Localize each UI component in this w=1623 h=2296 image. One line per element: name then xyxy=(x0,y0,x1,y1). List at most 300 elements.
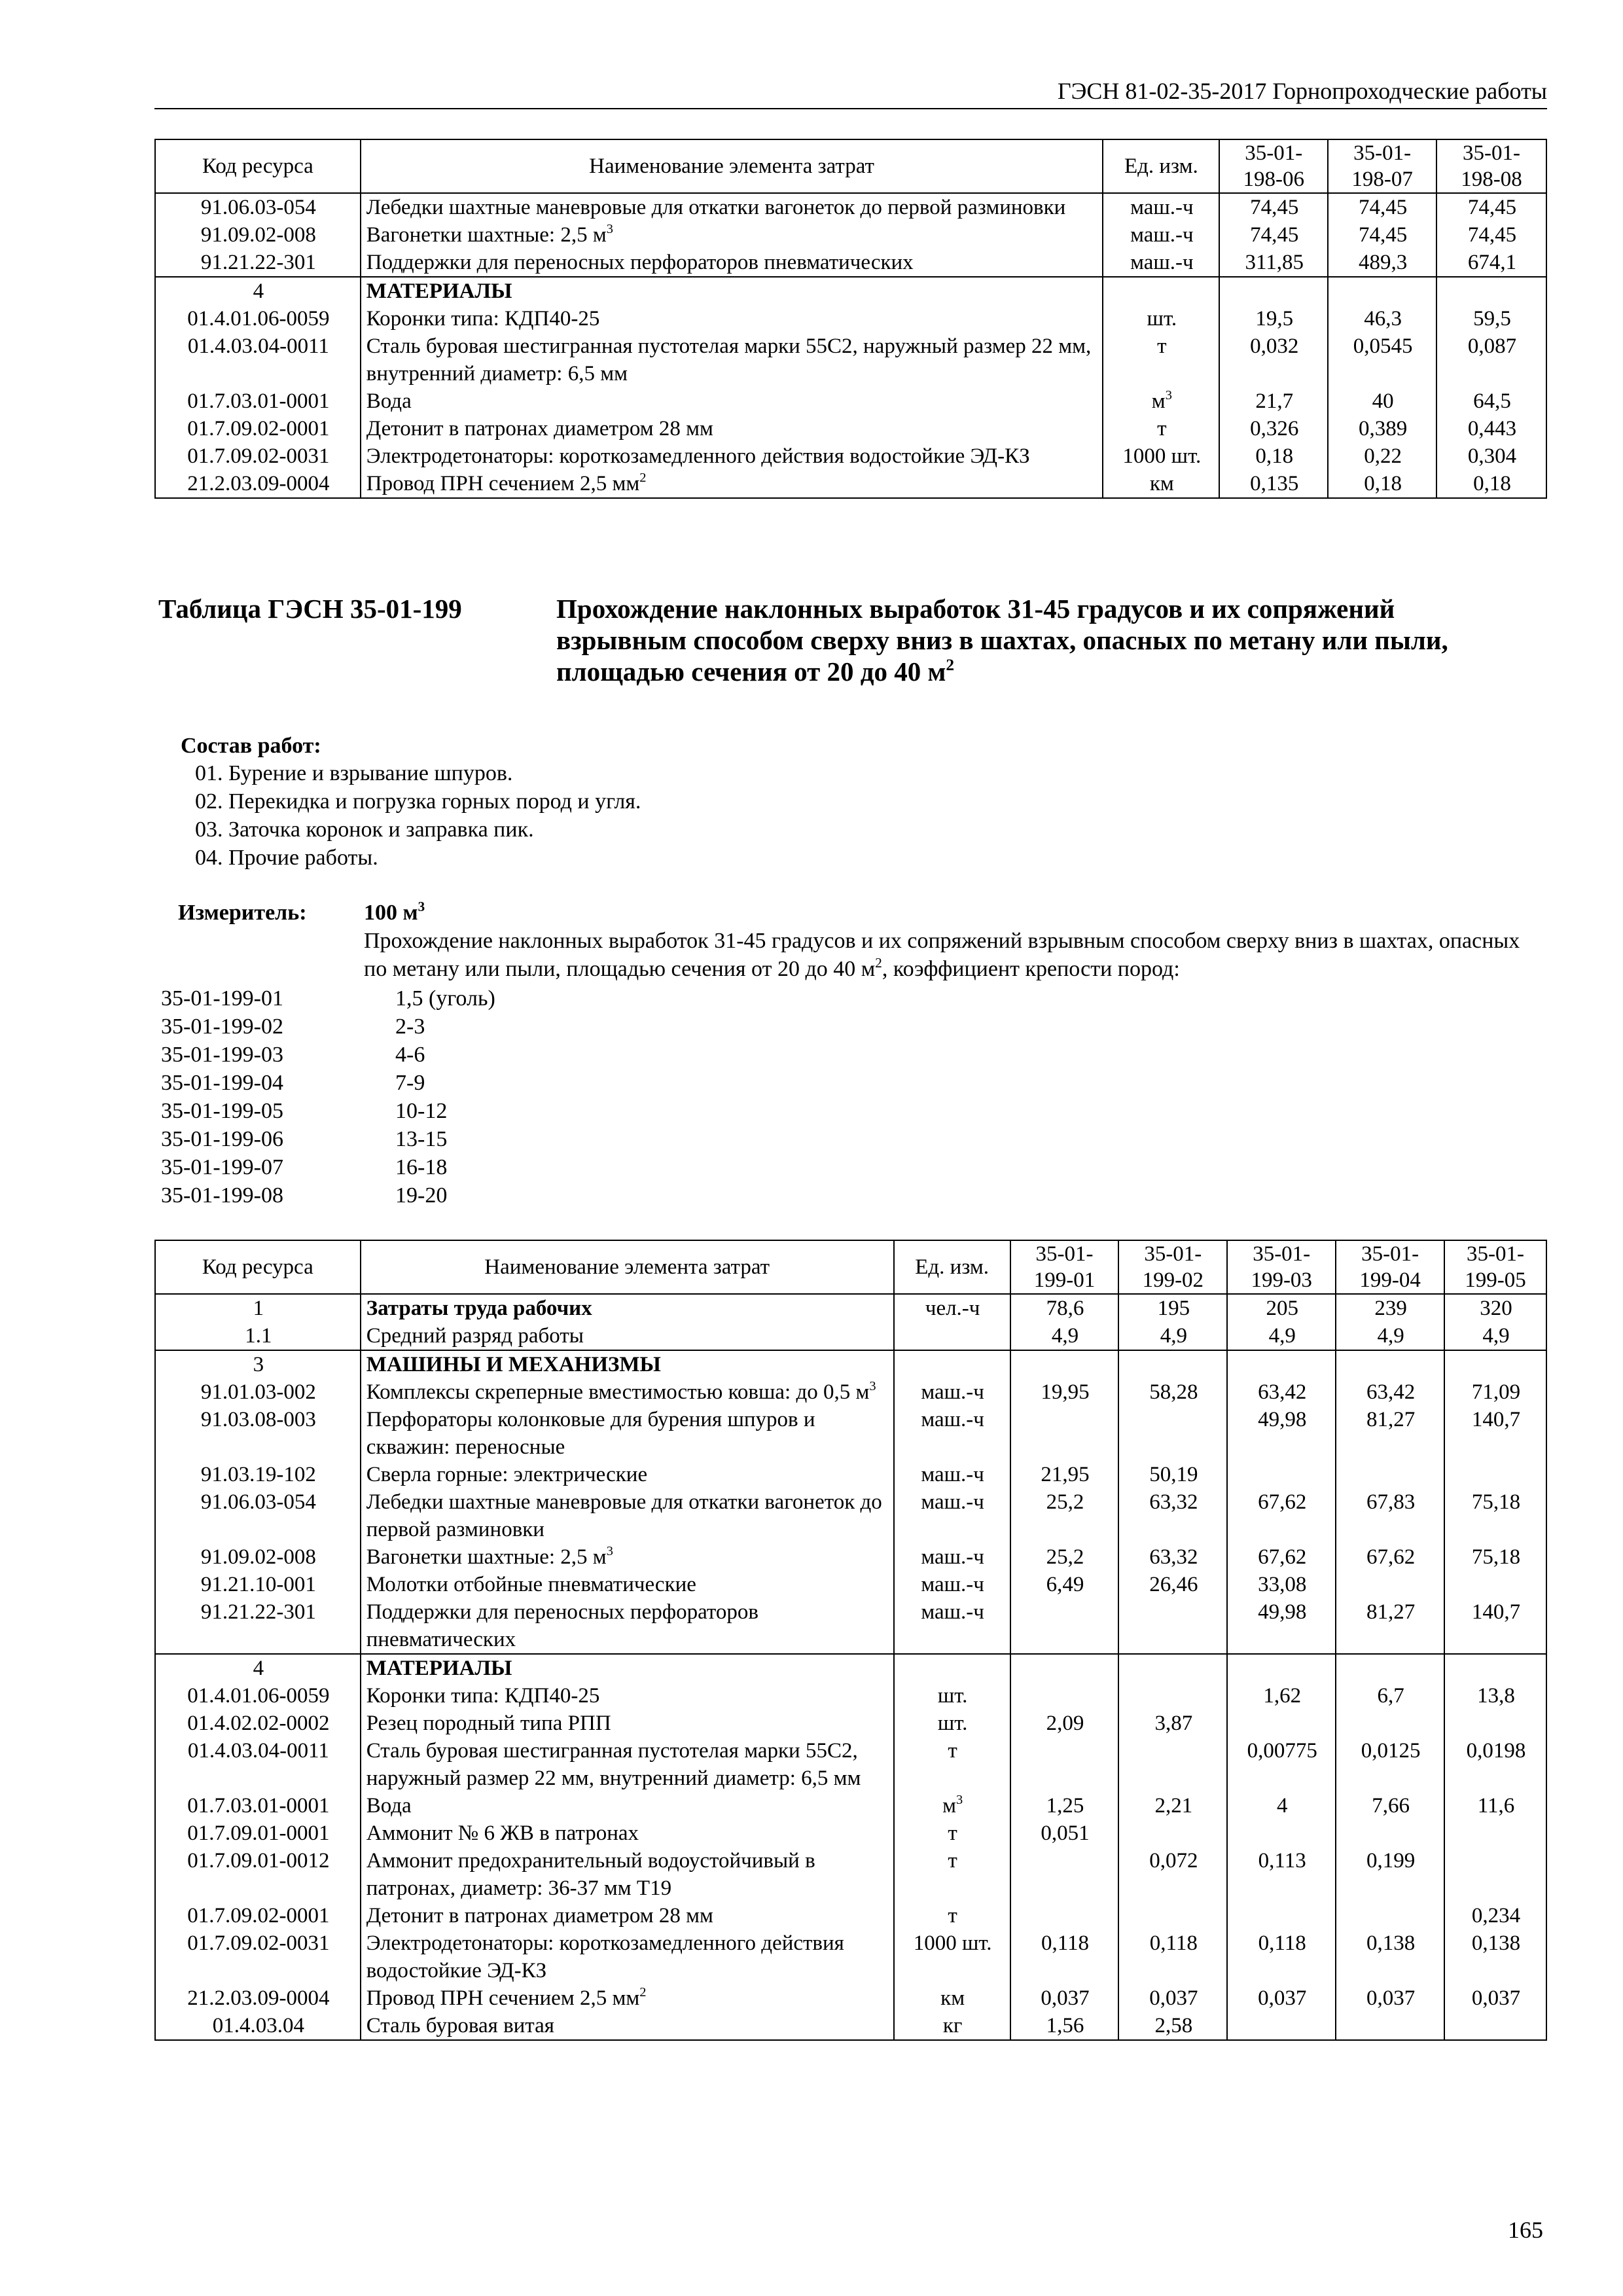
resource-code: 91.01.03-002 xyxy=(155,1378,361,1406)
value-cell xyxy=(1118,1598,1227,1654)
norm-code: 35-01-199-06 xyxy=(161,1127,283,1151)
rock-hardness-value: 4-6 xyxy=(395,1043,425,1067)
value-cell: 0,22 xyxy=(1328,442,1436,470)
norm-code: 35-01-199-01 xyxy=(161,986,283,1011)
column-header: 35-01- 199-01 xyxy=(1010,1240,1119,1294)
table-row xyxy=(155,1847,1546,1902)
value-cell: 2,21 xyxy=(1118,1792,1227,1820)
value-cell: 0,0545 xyxy=(1328,332,1436,387)
value-cell: 0,18 xyxy=(1219,442,1328,470)
table-row xyxy=(155,1488,1546,1543)
cost-item-name: Лебедки шахтные маневровые для откатки вагонеток до первой разминовки xyxy=(361,193,1103,221)
resource-code: 01.4.03.04 xyxy=(155,2012,361,2040)
resource-code: 4 xyxy=(155,1654,361,1682)
norm-code: 35-01-199-05 xyxy=(161,1099,283,1123)
value-cell: 2,09 xyxy=(1010,1710,1119,1737)
value-cell: 81,27 xyxy=(1336,1598,1444,1654)
value-cell: 0,304 xyxy=(1436,442,1546,470)
table-row xyxy=(155,1984,1546,2012)
resource-code: 1 xyxy=(155,1294,361,1322)
value-cell: 67,83 xyxy=(1336,1488,1444,1543)
cost-item-name: Вода xyxy=(361,387,1103,415)
value-cell: 239 xyxy=(1336,1294,1444,1322)
value-cell: 67,62 xyxy=(1227,1488,1336,1543)
value-cell: 59,5 xyxy=(1436,305,1546,332)
value-cell xyxy=(1010,1598,1119,1654)
value-cell xyxy=(1336,1350,1444,1378)
table-row xyxy=(155,1378,1546,1406)
value-cell xyxy=(1444,1350,1546,1378)
cost-item-name: Лебедки шахтные маневровые для откатки вагонеток до первой разминовки xyxy=(361,1488,894,1543)
resource-code: 91.03.08-003 xyxy=(155,1406,361,1461)
table-section-row xyxy=(155,1654,1546,1682)
value-cell: 0,051 xyxy=(1010,1820,1119,1847)
page-number: 165 xyxy=(1508,2217,1543,2243)
table-title: Прохождение наклонных выработок 31-45 градусов и их сопряжений взрывным способом сверху вниз в шахтах, опасных по метану или пыли, площадью сечения от 20 до 40 $м^2$ xyxy=(556,594,1448,687)
value-cell: 0,037 xyxy=(1227,1984,1336,2012)
value-cell: 46,3 xyxy=(1328,305,1436,332)
value-cell xyxy=(1444,1654,1546,1682)
column-header: Код ресурса xyxy=(155,139,361,193)
cost-item-name: Аммонит № 6 ЖВ в патронах xyxy=(361,1820,894,1847)
table-row xyxy=(155,1902,1546,1929)
value-cell: 25,2 xyxy=(1010,1488,1119,1543)
composition-item: 02. Перекидка и погрузка горных пород и угля. xyxy=(195,789,641,814)
cost-item-name: Электродетонаторы: короткозамедленного действия водостойкие ЭД-КЗ xyxy=(361,1929,894,1984)
unit-cell: км xyxy=(1103,470,1219,498)
value-cell: 0,037 xyxy=(1118,1984,1227,2012)
value-cell: 674,1 xyxy=(1436,249,1546,277)
resource-code: 01.7.03.01-0001 xyxy=(155,387,361,415)
resource-code: 91.21.10-001 xyxy=(155,1571,361,1598)
column-header: Наименование элемента затрат xyxy=(361,139,1103,193)
resource-table-199 xyxy=(154,1240,1547,2041)
resource-code: 91.21.22-301 xyxy=(155,1598,361,1654)
cost-item-name: Сталь буровая шестигранная пустотелая марки 55С2, наружный размер 22 мм, внутренний диаметр: 6,5 мм xyxy=(361,1737,894,1792)
value-cell: 311,85 xyxy=(1219,249,1328,277)
value-cell: 0,118 xyxy=(1227,1929,1336,1984)
rock-hardness-value: 19-20 xyxy=(395,1183,448,1208)
value-cell xyxy=(1436,277,1546,305)
resource-code: 01.4.03.04-0011 xyxy=(155,332,361,387)
rock-hardness-value: 2-3 xyxy=(395,1014,425,1039)
value-cell: 3,87 xyxy=(1118,1710,1227,1737)
value-cell: 6,7 xyxy=(1336,1682,1444,1710)
norm-code: 35-01-199-03 xyxy=(161,1043,283,1067)
column-header: 35-01- 199-02 xyxy=(1118,1240,1227,1294)
norm-code: 35-01-199-04 xyxy=(161,1071,283,1095)
column-header: 35-01- 198-07 xyxy=(1328,139,1436,193)
value-cell: 49,98 xyxy=(1227,1598,1336,1654)
table-header-row xyxy=(155,139,1546,193)
cost-item-name: Аммонит предохранительный водоустойчивый в патронах, диаметр: 36-37 мм Т19 xyxy=(361,1847,894,1902)
value-cell: 0,037 xyxy=(1336,1984,1444,2012)
value-cell xyxy=(1227,2012,1336,2040)
value-cell: 0,234 xyxy=(1444,1902,1546,1929)
unit-cell: маш.-ч xyxy=(894,1598,1010,1654)
composition-heading: Состав работ: xyxy=(181,734,321,758)
cost-item-name: Провод ПРН сечением 2,5 $мм^2$ xyxy=(361,1984,894,2012)
value-cell: 0,138 xyxy=(1444,1929,1546,1984)
value-cell xyxy=(1336,1461,1444,1488)
unit-cell: маш.-ч xyxy=(894,1461,1010,1488)
table-row xyxy=(155,1682,1546,1710)
table-header-row xyxy=(155,1240,1546,1294)
resource-code: 01.4.02.02-0002 xyxy=(155,1710,361,1737)
cost-item-name: МАШИНЫ И МЕХАНИЗМЫ xyxy=(361,1350,894,1378)
unit-cell: т xyxy=(1103,415,1219,442)
unit-cell: маш.-ч xyxy=(1103,249,1219,277)
unit-cell: шт. xyxy=(894,1682,1010,1710)
value-cell xyxy=(1444,1571,1546,1598)
norm-code: 35-01-199-02 xyxy=(161,1014,283,1039)
cost-item-name: Электродетонаторы: короткозамедленного действия водостойкие ЭД-КЗ xyxy=(361,442,1103,470)
measure-label: Измеритель: xyxy=(178,901,307,925)
value-cell: 11,6 xyxy=(1444,1792,1546,1820)
cost-item-name: Сталь буровая шестигранная пустотелая марки 55С2, наружный размер 22 мм, внутренний диаметр: 6,5 мм xyxy=(361,332,1103,387)
cost-item-name: Детонит в патронах диаметром 28 мм xyxy=(361,1902,894,1929)
value-cell xyxy=(1336,1571,1444,1598)
table-row xyxy=(155,1461,1546,1488)
cost-item-name: Коронки типа: КДП40-25 xyxy=(361,305,1103,332)
value-cell: 74,45 xyxy=(1436,221,1546,249)
cost-item-name: Вагонетки шахтные: 2,5 $м^3$ xyxy=(361,221,1103,249)
value-cell: 74,45 xyxy=(1436,193,1546,221)
composition-item: 04. Прочие работы. xyxy=(195,846,378,870)
value-cell xyxy=(1010,1682,1119,1710)
unit-cell: км xyxy=(894,1984,1010,2012)
value-cell xyxy=(1444,1847,1546,1902)
resource-code: 01.4.03.04-0011 xyxy=(155,1737,361,1792)
resource-code: 91.06.03-054 xyxy=(155,1488,361,1543)
unit-cell: 1000 шт. xyxy=(1103,442,1219,470)
unit-cell: маш.-ч xyxy=(894,1488,1010,1543)
value-cell: 0,18 xyxy=(1328,470,1436,498)
header-rule xyxy=(154,108,1547,109)
cost-item-name: Затраты труда рабочих xyxy=(361,1294,894,1322)
value-cell: 71,09 xyxy=(1444,1378,1546,1406)
value-cell xyxy=(1118,1350,1227,1378)
cost-item-name: Детонит в патронах диаметром 28 мм xyxy=(361,415,1103,442)
value-cell xyxy=(1336,1820,1444,1847)
value-cell: 4,9 xyxy=(1010,1322,1119,1350)
value-cell: 0,037 xyxy=(1010,1984,1119,2012)
norm-code-list xyxy=(161,984,283,1210)
value-cell: 0,389 xyxy=(1328,415,1436,442)
value-cell: 19,95 xyxy=(1010,1378,1119,1406)
value-cell: 25,2 xyxy=(1010,1543,1119,1571)
column-header: Ед. изм. xyxy=(1103,139,1219,193)
resource-code: 4 xyxy=(155,277,361,305)
cost-item-name: Молотки отбойные пневматические xyxy=(361,1571,894,1598)
unit-cell: $м^3$ xyxy=(1103,387,1219,415)
composition-list xyxy=(195,759,641,872)
running-header: ГЭСН 81-02-35-2017 Горнопроходческие работы xyxy=(1057,78,1547,104)
table-row xyxy=(155,1406,1546,1461)
measure-unit: 100 $м^3$ xyxy=(364,898,425,925)
value-cell: 78,6 xyxy=(1010,1294,1119,1322)
value-cell: 21,7 xyxy=(1219,387,1328,415)
table-row xyxy=(155,415,1546,442)
table-row xyxy=(155,387,1546,415)
value-cell xyxy=(1118,1682,1227,1710)
value-cell: 58,28 xyxy=(1118,1378,1227,1406)
value-cell: 63,42 xyxy=(1227,1378,1336,1406)
rock-hardness-value: 10-12 xyxy=(395,1099,448,1123)
table-caption: Таблица ГЭСН 35-01-199 xyxy=(158,594,462,624)
resource-code: 01.7.09.01-0012 xyxy=(155,1847,361,1902)
resource-code: 01.7.03.01-0001 xyxy=(155,1792,361,1820)
rock-hardness-value: 13-15 xyxy=(395,1127,448,1151)
cost-item-name: Сталь буровая витая xyxy=(361,2012,894,2040)
value-cell: 0,326 xyxy=(1219,415,1328,442)
resource-code: 01.4.01.06-0059 xyxy=(155,305,361,332)
resource-code: 01.7.09.02-0001 xyxy=(155,1902,361,1929)
value-cell: 63,32 xyxy=(1118,1543,1227,1571)
table-row xyxy=(155,1571,1546,1598)
cost-item-name: Комплексы скреперные вместимостью ковша: до 0,5 $м^3$ xyxy=(361,1378,894,1406)
value-cell xyxy=(1336,2012,1444,2040)
value-cell: 1,25 xyxy=(1010,1792,1119,1820)
value-cell xyxy=(1227,1461,1336,1488)
value-cell xyxy=(1118,1902,1227,1929)
resource-code: 21.2.03.09-0004 xyxy=(155,1984,361,2012)
column-header: Наименование элемента затрат xyxy=(361,1240,894,1294)
resource-code: 01.7.09.02-0031 xyxy=(155,442,361,470)
unit-cell: т xyxy=(894,1902,1010,1929)
resource-code: 91.06.03-054 xyxy=(155,193,361,221)
value-cell: 0,072 xyxy=(1118,1847,1227,1902)
resource-code: 21.2.03.09-0004 xyxy=(155,470,361,498)
rock-hardness-list xyxy=(395,984,495,1210)
rock-hardness-value: 1,5 (уголь) xyxy=(395,986,495,1011)
value-cell: 4,9 xyxy=(1118,1322,1227,1350)
table-row xyxy=(155,470,1546,498)
value-cell: 21,95 xyxy=(1010,1461,1119,1488)
unit-cell: т xyxy=(894,1847,1010,1902)
unit-cell: т xyxy=(894,1737,1010,1792)
value-cell: 4,9 xyxy=(1336,1322,1444,1350)
cost-item-name: Вагонетки шахтные: 2,5 $м^3$ xyxy=(361,1543,894,1571)
unit-cell xyxy=(894,1654,1010,1682)
value-cell xyxy=(1010,1654,1119,1682)
value-cell: 6,49 xyxy=(1010,1571,1119,1598)
value-cell xyxy=(1219,277,1328,305)
value-cell: 0,118 xyxy=(1118,1929,1227,1984)
value-cell: 1,62 xyxy=(1227,1682,1336,1710)
value-cell xyxy=(1118,1737,1227,1792)
table-row xyxy=(155,1322,1546,1350)
value-cell xyxy=(1336,1710,1444,1737)
unit-cell: т xyxy=(894,1820,1010,1847)
value-cell: 0,113 xyxy=(1227,1847,1336,1902)
resource-code: 1.1 xyxy=(155,1322,361,1350)
value-cell: 74,45 xyxy=(1328,193,1436,221)
value-cell: 49,98 xyxy=(1227,1406,1336,1461)
value-cell: 0,138 xyxy=(1336,1929,1444,1984)
cost-item-name: Перфораторы колонковые для бурения шпуров и скважин: переносные xyxy=(361,1406,894,1461)
resource-code: 01.7.09.02-0001 xyxy=(155,415,361,442)
value-cell xyxy=(1227,1654,1336,1682)
value-cell xyxy=(1010,1350,1119,1378)
column-header: 35-01- 199-04 xyxy=(1336,1240,1444,1294)
norm-code: 35-01-199-07 xyxy=(161,1155,283,1179)
table-row xyxy=(155,1710,1546,1737)
value-cell xyxy=(1118,1820,1227,1847)
value-cell: 63,32 xyxy=(1118,1488,1227,1543)
value-cell: 195 xyxy=(1118,1294,1227,1322)
resource-code: 91.21.22-301 xyxy=(155,249,361,277)
value-cell: 140,7 xyxy=(1444,1406,1546,1461)
value-cell xyxy=(1010,1847,1119,1902)
value-cell: 0,118 xyxy=(1010,1929,1119,1984)
cost-item-name: Сверла горные: электрические xyxy=(361,1461,894,1488)
value-cell: 67,62 xyxy=(1336,1543,1444,1571)
column-header: Код ресурса xyxy=(155,1240,361,1294)
value-cell: 19,5 xyxy=(1219,305,1328,332)
table-row xyxy=(155,1929,1546,1984)
value-cell xyxy=(1227,1350,1336,1378)
value-cell xyxy=(1444,1710,1546,1737)
composition-item: 03. Заточка коронок и заправка пик. xyxy=(195,817,534,842)
value-cell: 74,45 xyxy=(1219,193,1328,221)
resource-code: 91.09.02-008 xyxy=(155,221,361,249)
table-row xyxy=(155,1792,1546,1820)
rock-hardness-value: 7-9 xyxy=(395,1071,425,1095)
cost-item-name: Поддержки для переносных перфораторов пневматических xyxy=(361,1598,894,1654)
value-cell: 81,27 xyxy=(1336,1406,1444,1461)
value-cell: 75,18 xyxy=(1444,1543,1546,1571)
column-header: Ед. изм. xyxy=(894,1240,1010,1294)
value-cell: 0,199 xyxy=(1336,1847,1444,1902)
value-cell: 0,037 xyxy=(1444,1984,1546,2012)
column-header: 35-01- 199-05 xyxy=(1444,1240,1546,1294)
value-cell: 67,62 xyxy=(1227,1543,1336,1571)
table-row xyxy=(155,442,1546,470)
value-cell: 0,18 xyxy=(1436,470,1546,498)
cost-item-name: Средний разряд работы xyxy=(361,1322,894,1350)
composition-item: 01. Бурение и взрывание шпуров. xyxy=(195,761,513,785)
value-cell: 205 xyxy=(1227,1294,1336,1322)
table-section-row xyxy=(155,277,1546,305)
value-cell: 0,00775 xyxy=(1227,1737,1336,1792)
unit-cell: $м^3$ xyxy=(894,1792,1010,1820)
value-cell xyxy=(1010,1406,1119,1461)
value-cell: 26,46 xyxy=(1118,1571,1227,1598)
measure-description: Прохождение наклонных выработок 31-45 градусов и их сопряжений взрывным способом сверху вниз в шахтах, опасных по метану или пыли, площадью сечения от 20 до 40 $м^2$, коэффициент крепости пород: xyxy=(364,929,1520,981)
unit-cell: маш.-ч xyxy=(894,1571,1010,1598)
resource-table-198 xyxy=(154,139,1547,499)
value-cell xyxy=(1336,1902,1444,1929)
value-cell: 0,443 xyxy=(1436,415,1546,442)
unit-cell: 1000 шт. xyxy=(894,1929,1010,1984)
table-section-row xyxy=(155,1294,1546,1322)
value-cell xyxy=(1444,1461,1546,1488)
resource-code: 01.4.01.06-0059 xyxy=(155,1682,361,1710)
unit-cell: маш.-ч xyxy=(1103,221,1219,249)
unit-cell: кг xyxy=(894,2012,1010,2040)
unit-cell xyxy=(894,1322,1010,1350)
table-row xyxy=(155,332,1546,387)
table-row xyxy=(155,193,1546,221)
value-cell: 0,135 xyxy=(1219,470,1328,498)
cost-item-name: Резец породный типа РПП xyxy=(361,1710,894,1737)
unit-cell: шт. xyxy=(894,1710,1010,1737)
value-cell xyxy=(1118,1654,1227,1682)
unit-cell: чел.-ч xyxy=(894,1294,1010,1322)
value-cell: 74,45 xyxy=(1219,221,1328,249)
unit-cell: маш.-ч xyxy=(894,1543,1010,1571)
unit-cell: т xyxy=(1103,332,1219,387)
table-row xyxy=(155,1598,1546,1654)
value-cell: 50,19 xyxy=(1118,1461,1227,1488)
cost-item-name: МАТЕРИАЛЫ xyxy=(361,277,1103,305)
table-row xyxy=(155,2012,1546,2040)
value-cell xyxy=(1444,1820,1546,1847)
value-cell: 4,9 xyxy=(1227,1322,1336,1350)
table-row xyxy=(155,1737,1546,1792)
value-cell: 33,08 xyxy=(1227,1571,1336,1598)
value-cell: 7,66 xyxy=(1336,1792,1444,1820)
value-cell xyxy=(1227,1710,1336,1737)
value-cell xyxy=(1328,277,1436,305)
value-cell xyxy=(1227,1820,1336,1847)
resource-code: 91.09.02-008 xyxy=(155,1543,361,1571)
value-cell: 13,8 xyxy=(1444,1682,1546,1710)
rock-hardness-value: 16-18 xyxy=(395,1155,448,1179)
unit-cell: шт. xyxy=(1103,305,1219,332)
value-cell: 4 xyxy=(1227,1792,1336,1820)
unit-cell xyxy=(894,1350,1010,1378)
value-cell: 0,0198 xyxy=(1444,1737,1546,1792)
unit-cell: маш.-ч xyxy=(894,1378,1010,1406)
unit-cell: маш.-ч xyxy=(1103,193,1219,221)
value-cell: 64,5 xyxy=(1436,387,1546,415)
value-cell xyxy=(1336,1654,1444,1682)
value-cell: 74,45 xyxy=(1328,221,1436,249)
cost-item-name: Поддержки для переносных перфораторов пневматических xyxy=(361,249,1103,277)
resource-code: 01.7.09.01-0001 xyxy=(155,1820,361,1847)
value-cell xyxy=(1227,1902,1336,1929)
value-cell: 0,0125 xyxy=(1336,1737,1444,1792)
value-cell: 140,7 xyxy=(1444,1598,1546,1654)
cost-item-name: Вода xyxy=(361,1792,894,1820)
norm-code: 35-01-199-08 xyxy=(161,1183,283,1208)
table-row xyxy=(155,1543,1546,1571)
table-row xyxy=(155,1820,1546,1847)
cost-item-name: Коронки типа: КДП40-25 xyxy=(361,1682,894,1710)
value-cell: 320 xyxy=(1444,1294,1546,1322)
table-row xyxy=(155,305,1546,332)
value-cell: 489,3 xyxy=(1328,249,1436,277)
value-cell xyxy=(1010,1737,1119,1792)
column-header: 35-01- 198-06 xyxy=(1219,139,1328,193)
column-header: 35-01- 199-03 xyxy=(1227,1240,1336,1294)
value-cell: 63,42 xyxy=(1336,1378,1444,1406)
value-cell: 1,56 xyxy=(1010,2012,1119,2040)
resource-code: 01.7.09.02-0031 xyxy=(155,1929,361,1984)
table-row xyxy=(155,249,1546,277)
value-cell: 40 xyxy=(1328,387,1436,415)
value-cell: 75,18 xyxy=(1444,1488,1546,1543)
value-cell xyxy=(1444,2012,1546,2040)
table-section-row xyxy=(155,1350,1546,1378)
resource-code: 91.03.19-102 xyxy=(155,1461,361,1488)
value-cell: 0,087 xyxy=(1436,332,1546,387)
cost-item-name: Провод ПРН сечением 2,5 $мм^2$ xyxy=(361,470,1103,498)
table-row xyxy=(155,221,1546,249)
unit-cell xyxy=(1103,277,1219,305)
